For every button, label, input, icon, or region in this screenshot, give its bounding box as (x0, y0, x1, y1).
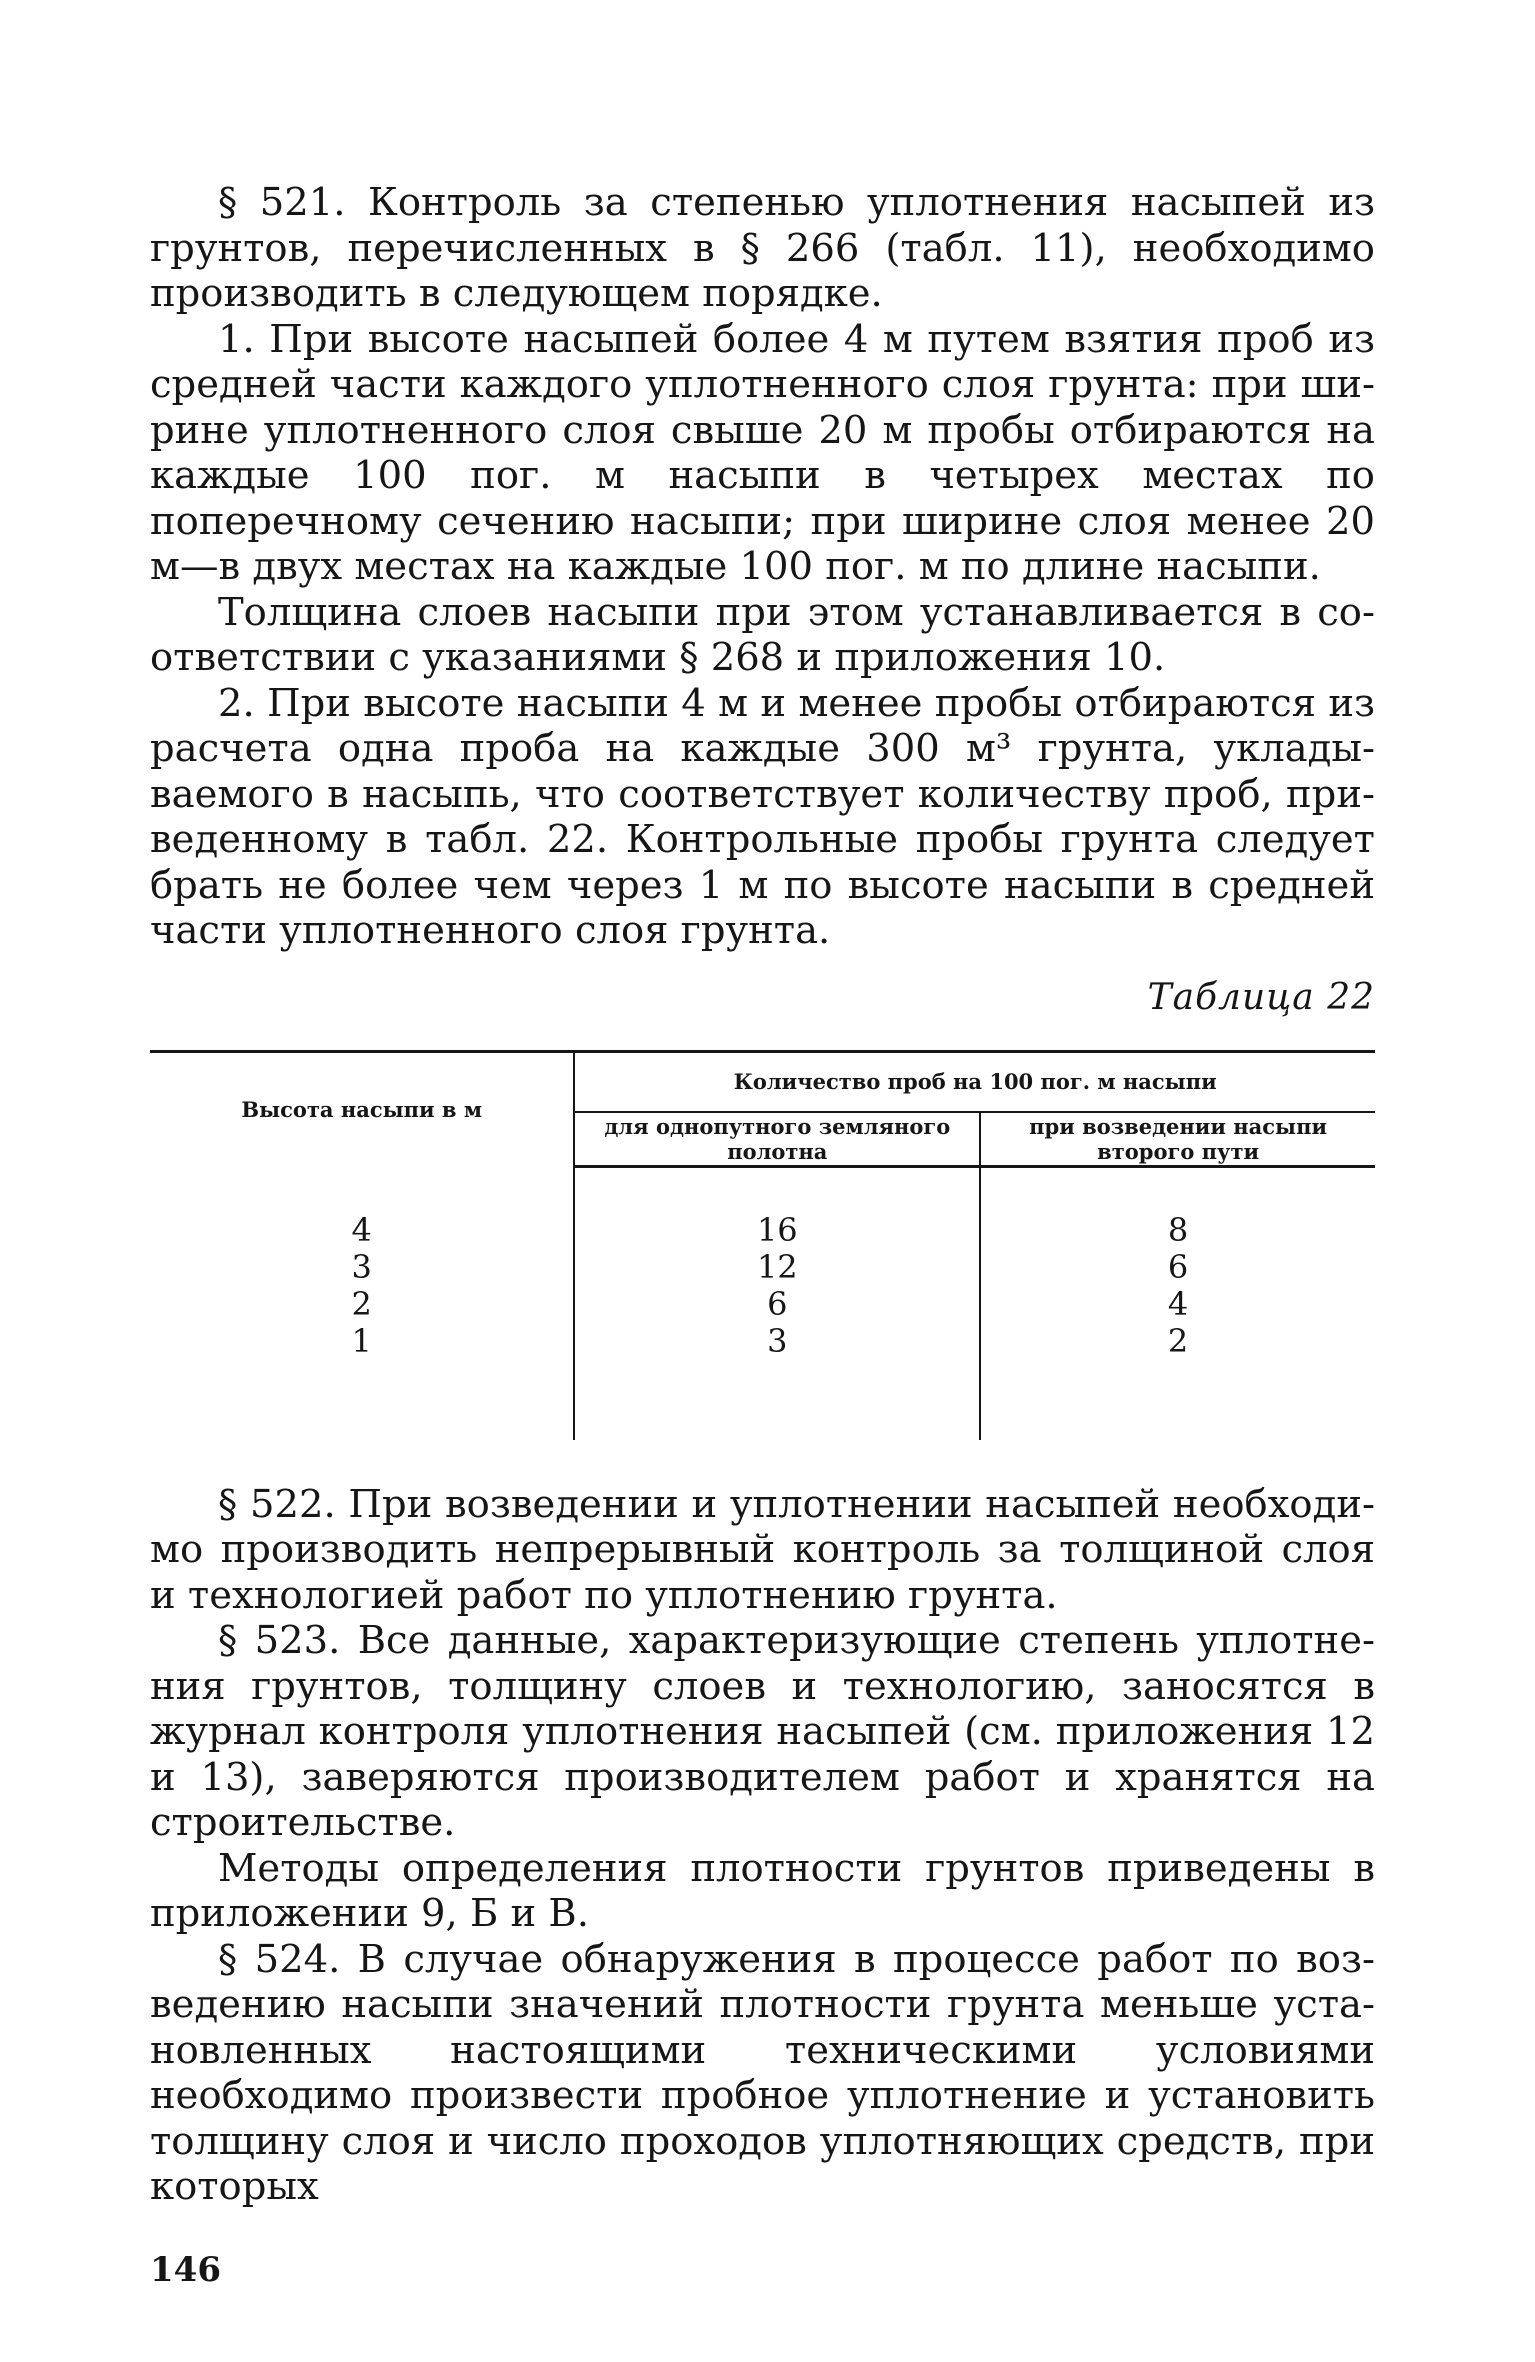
paragraph-521-item-1: 1. При высоте насыпей более 4 м путем взятия проб из средней части каждого уплотненного слоя грунта: при ширине уплотненного слоя свыше 20 м пробы отбираются на каждые 100 пог. м насыпи в четырех местах по поперечному сечению насыпи; при ширине слоя менее 20 м—в двух местах на каждые 100 пог. м по длине насыпи. (150, 316, 1375, 589)
cell-second-track: 6 (980, 1249, 1375, 1286)
cell-height: 4 (351, 1210, 372, 1249)
table-caption: Таблица 22 (1147, 976, 1375, 1018)
table-row (150, 1323, 1375, 1360)
cell-height: 2 (351, 1284, 372, 1323)
paragraph-523: § 523. Все данные, характеризующие степень уплотнения грунтов, толщину слоев и технологию, заносятся в журнал контроля уплотнения насыпей (см. приложения 12 и 13), заверяются производителем работ и хранятся на строительстве. (150, 1618, 1375, 1845)
paragraph-524: § 524. В случае обнаружения в процессе работ по возведению насыпи значений плотности грунта меньше установленных настоящими техническими условиями необходимо произвести пробное уплотнение и установить толщину слоя и число проходов уплотняющих средств, при которых (150, 1936, 1375, 2209)
paragraph-522: § 522. При возведении и уплотнении насыпей необходимо производить непрерывный контроль за толщиной слоя и технологией работ по уплотнению грунта. (150, 1481, 1375, 1618)
table-row (150, 1212, 1375, 1249)
samples-table (150, 1050, 1375, 1440)
cell-single-track: 12 (574, 1249, 980, 1286)
paragraph-layer-thickness: Толщина слоев насыпи при этом устанавливается в соответствии с указаниями § 268 и приложения 10. (150, 589, 1375, 680)
paragraph-521: § 521. Контроль за степенью уплотнения насыпей из грунтов, перечисленных в § 266 (табл. 11), необходимо производить в следующем порядке. (150, 180, 1375, 316)
table-row (150, 1249, 1375, 1286)
column-header-second-track: при возведении насыпи второго пути (980, 1112, 1375, 1167)
column-header-single-track: для однопутного земляного полотна (574, 1112, 980, 1167)
cell-single-track: 16 (574, 1212, 980, 1249)
cell-height: 3 (351, 1247, 372, 1286)
cell-second-track: 2 (980, 1323, 1375, 1360)
cell-second-track: 8 (980, 1212, 1375, 1249)
cell-single-track: 6 (574, 1286, 980, 1323)
document-page (150, 180, 1375, 2290)
page-number: 146 (150, 2249, 221, 2290)
column-group-header-samples: Количество проб на 100 пог. м насыпи (574, 1051, 1375, 1112)
cell-single-track: 3 (574, 1323, 980, 1360)
cell-height: 1 (351, 1321, 372, 1360)
paragraph-methods: Методы определения плотности грунтов приведены в приложении 9, Б и В. (150, 1845, 1375, 1936)
cell-second-track: 4 (980, 1286, 1375, 1323)
table-row (150, 1286, 1375, 1323)
column-header-height: Высота насыпи в м (150, 1051, 574, 1166)
paragraph-521-item-2: 2. При высоте насыпи 4 м и менее пробы отбираются из расчета одна проба на каждые 300 м³ грунта, укладываемого в насыпь, что соответствует количеству проб, приведенному в табл. 22. Контрольные пробы грунта следует брать не более чем через 1 м по высоте насыпи в средней части уплотненного слоя грунта. (150, 680, 1375, 953)
